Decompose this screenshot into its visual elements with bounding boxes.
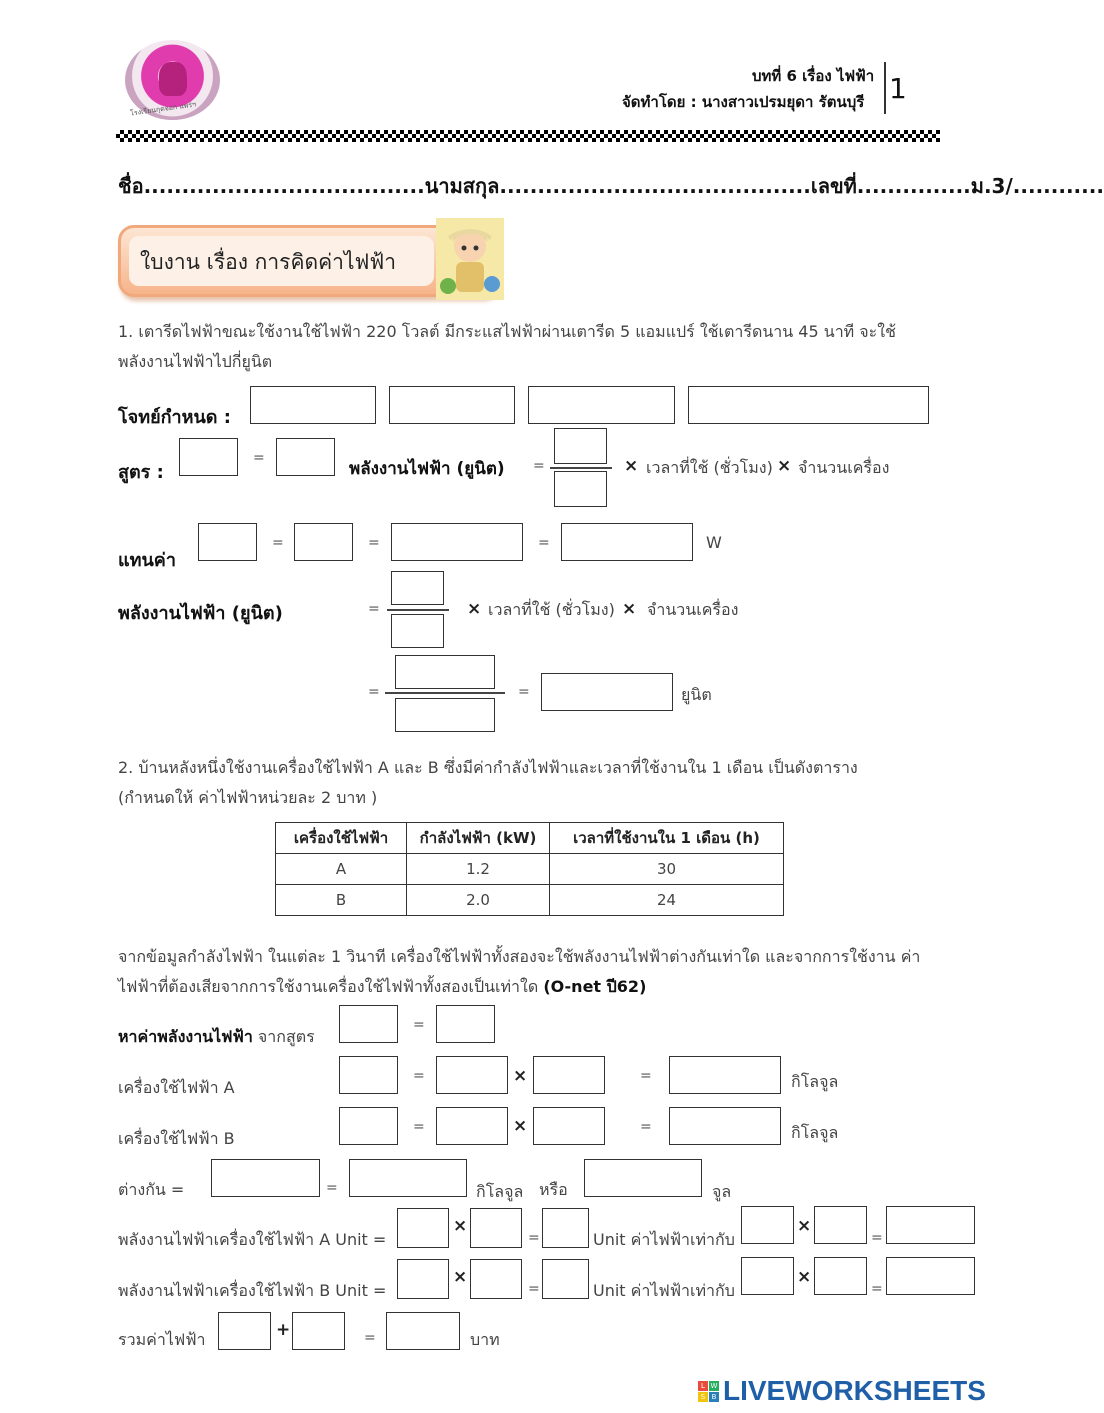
energy-b-box-2[interactable] xyxy=(470,1259,522,1299)
result-numerator-box[interactable] xyxy=(395,655,495,689)
times-sign: × xyxy=(513,1066,528,1086)
given-label: โจทย์กำหนด : xyxy=(118,407,231,428)
table-cell: 24 xyxy=(550,885,784,916)
difference-label: ต่างกัน = xyxy=(118,1180,185,1199)
girl-illustration xyxy=(436,218,504,300)
times-sign: × xyxy=(797,1267,812,1287)
equals-sign: = xyxy=(368,535,380,551)
author-line: จัดทำโดย : นางสาวเปรมยุดา รัตนบุรี xyxy=(622,93,865,111)
formula-box-2[interactable] xyxy=(276,438,335,476)
find-energy-label: หาค่าพลังงานไฟฟ้า จากสูตร xyxy=(118,1027,315,1046)
device-a-result-box[interactable] xyxy=(669,1056,781,1094)
equals-sign: = xyxy=(871,1230,883,1246)
table-header: เครื่องใช้ไฟฟ้า xyxy=(276,823,407,854)
device-b-box-2[interactable] xyxy=(436,1107,508,1145)
substitute-box-3[interactable] xyxy=(391,523,523,561)
table-cell: 30 xyxy=(550,854,784,885)
page-number: 1 xyxy=(889,72,907,105)
equals-sign: = xyxy=(368,684,380,700)
table-header: กำลังไฟฟ้า (kW) xyxy=(407,823,550,854)
energy-a-box-2[interactable] xyxy=(470,1208,522,1248)
energy-a-label: พลังงานไฟฟ้าเครื่องใช้ไฟฟ้า A Unit = xyxy=(118,1230,387,1249)
logo-caption: โรงเรียนกุดจอก แพร่ฯ xyxy=(129,100,197,118)
formula-denominator-box[interactable] xyxy=(554,471,607,507)
q2-text-line1: 2. บ้านหลังหนึ่งใช้งานเครื่องใช้ไฟฟ้า A และ B ซึ่งมีค่ากำลังไฟฟ้าและเวลาที่ใช้งานใน 1 เดือน เป็นดังตาราง xyxy=(118,758,858,777)
q2-text-line2: (กำหนดให้ ค่าไฟฟ้าหน่วยละ 2 บาท ) xyxy=(118,788,378,807)
given-box-1[interactable] xyxy=(250,386,376,424)
total-box-1[interactable] xyxy=(218,1312,271,1350)
time-label: เวลาที่ใช้ (ชั่วโมง) xyxy=(488,600,615,619)
equals-sign: = xyxy=(413,1119,425,1135)
substitute-box-4[interactable] xyxy=(561,523,693,561)
device-a-label: เครื่องใช้ไฟฟ้า A xyxy=(118,1078,235,1097)
difference-box-2[interactable] xyxy=(349,1159,467,1197)
formula-energy-label: พลังงานไฟฟ้า (ยูนิต) xyxy=(349,459,505,479)
chapter-title: บทที่ 6 เรื่อง ไฟฟ้า xyxy=(752,67,875,85)
find-box-2[interactable] xyxy=(436,1005,495,1043)
energy-label: พลังงานไฟฟ้า (ยูนิต) xyxy=(118,603,283,624)
count-label: จำนวนเครื่อง xyxy=(798,458,890,477)
unit-cost-label: Unit ค่าไฟฟ้าเท่ากับ xyxy=(593,1281,735,1300)
cost-a-result-box[interactable] xyxy=(886,1206,975,1244)
unit-cost-label: Unit ค่าไฟฟ้าเท่ากับ xyxy=(593,1230,735,1249)
times-sign: × xyxy=(467,599,482,619)
substitute-label: แทนค่า xyxy=(118,550,176,571)
energy-a-box-1[interactable] xyxy=(397,1208,449,1248)
joule-unit: จูล xyxy=(712,1182,732,1201)
table-cell: A xyxy=(276,854,407,885)
substitute-box-1[interactable] xyxy=(198,523,257,561)
device-b-label: เครื่องใช้ไฟฟ้า B xyxy=(118,1129,235,1148)
equals-sign: = xyxy=(364,1330,376,1346)
fraction-line xyxy=(385,692,505,694)
name-line: ชื่อ.....................................นามสกุล.........................................เลขที่...............ม.3/............ xyxy=(118,174,1104,198)
equals-sign: = xyxy=(413,1017,425,1033)
q2-desc-line1: จากข้อมูลกำลังไฟฟ้า ในแต่ละ 1 วินาที เครื่องใช้ไฟฟ้าทั้งสองจะใช้พลังงานไฟฟ้าต่างกันเท่าใด และจากการใช้งาน ค่า xyxy=(118,947,921,966)
energy-denominator-box[interactable] xyxy=(391,614,444,648)
device-b-box-3[interactable] xyxy=(533,1107,605,1145)
times-sign: × xyxy=(624,456,639,476)
difference-box-1[interactable] xyxy=(211,1159,320,1197)
table-row xyxy=(276,854,784,885)
formula-numerator-box[interactable] xyxy=(554,428,607,464)
equals-sign: = xyxy=(413,1068,425,1084)
energy-numerator-box[interactable] xyxy=(391,571,444,605)
q1-text-line2: พลังงานไฟฟ้าไปกี่ยูนิต xyxy=(118,352,273,371)
equals-sign: = xyxy=(871,1281,883,1297)
liveworksheets-badge-icon: L W S B xyxy=(698,1381,720,1403)
given-box-3[interactable] xyxy=(528,386,675,424)
unit-result: ยูนิต xyxy=(681,685,712,704)
total-result-box[interactable] xyxy=(386,1312,460,1350)
equals-sign: = xyxy=(518,684,530,700)
onet-tag: (O-net ปี62) xyxy=(543,977,647,996)
cost-b-result-box[interactable] xyxy=(886,1257,975,1295)
baht-unit: บาท xyxy=(470,1330,500,1349)
table-cell: B xyxy=(276,885,407,916)
energy-a-box-3[interactable] xyxy=(542,1208,589,1248)
table-cell: 1.2 xyxy=(407,854,550,885)
result-denominator-box[interactable] xyxy=(395,698,495,732)
times-sign: × xyxy=(622,599,637,619)
given-box-2[interactable] xyxy=(389,386,515,424)
equals-sign: = xyxy=(326,1180,338,1196)
substitute-box-2[interactable] xyxy=(294,523,353,561)
kilojoule-unit: กิโลจูล xyxy=(791,1123,839,1142)
table-header: เวลาที่ใช้งานใน 1 เดือน (h) xyxy=(550,823,784,854)
q1-text-line1: 1. เตารีดไฟฟ้าขณะใช้งานใช้ไฟฟ้า 220 โวลต์ มีกระแสไฟฟ้าผ่านเตารีด 5 แอมแปร์ ใช้เตารีดนาน 45 นาที จะใช้ xyxy=(118,322,896,341)
times-sign: × xyxy=(777,456,792,476)
total-box-2[interactable] xyxy=(292,1312,345,1350)
equals-sign: = xyxy=(528,1230,540,1246)
find-box-1[interactable] xyxy=(339,1005,398,1043)
plus-sign: + xyxy=(276,1320,291,1340)
formula-label: สูตร : xyxy=(118,462,164,483)
formula-box-1[interactable] xyxy=(179,438,238,476)
energy-b-box-1[interactable] xyxy=(397,1259,449,1299)
table-cell: 2.0 xyxy=(407,885,550,916)
times-sign: × xyxy=(513,1116,528,1136)
count-label: จำนวนเครื่อง xyxy=(647,600,739,619)
q2-desc-line2: ไฟฟ้าที่ต้องเสียจากการใช้งานเครื่องใช้ไฟฟ้าทั้งสองเป็นเท่าใด (O-net ปี62) xyxy=(118,977,647,996)
device-b-box-1[interactable] xyxy=(339,1107,398,1145)
energy-b-box-3[interactable] xyxy=(542,1259,589,1299)
unit-watt: W xyxy=(706,533,722,552)
times-sign: × xyxy=(453,1267,468,1287)
table-header-row xyxy=(276,823,784,854)
device-a-box-3[interactable] xyxy=(533,1056,605,1094)
equals-sign: = xyxy=(533,458,545,474)
appliance-table xyxy=(275,822,784,916)
energy-b-label: พลังงานไฟฟ้าเครื่องใช้ไฟฟ้า B Unit = xyxy=(118,1281,387,1300)
cost-a-box-2[interactable] xyxy=(814,1206,867,1244)
kilojoule-unit: กิโลจูล xyxy=(476,1182,524,1201)
equals-sign: = xyxy=(368,601,380,617)
difference-joule-box[interactable] xyxy=(584,1159,702,1197)
equals-sign: = xyxy=(640,1119,652,1135)
kilojoule-unit: กิโลจูล xyxy=(791,1072,839,1091)
time-label: เวลาที่ใช้ (ชั่วโมง) xyxy=(646,458,773,477)
cost-b-box-2[interactable] xyxy=(814,1257,867,1295)
fraction-line xyxy=(387,609,449,611)
cost-b-box-1[interactable] xyxy=(741,1257,794,1295)
result-box[interactable] xyxy=(541,673,673,711)
device-a-box-2[interactable] xyxy=(436,1056,508,1094)
banner-title: ใบงาน เรื่อง การคิดค่าไฟฟ้า xyxy=(140,250,397,274)
table-row xyxy=(276,885,784,916)
equals-sign: = xyxy=(272,535,284,551)
given-box-4[interactable] xyxy=(688,386,929,424)
checkered-divider xyxy=(116,130,940,142)
device-a-box-1[interactable] xyxy=(339,1056,398,1094)
cost-a-box-1[interactable] xyxy=(741,1206,794,1244)
equals-sign: = xyxy=(253,450,265,466)
header-divider xyxy=(884,62,886,114)
times-sign: × xyxy=(797,1216,812,1236)
equals-sign: = xyxy=(640,1068,652,1084)
liveworksheets-text: LIVEWORKSHEETS xyxy=(723,1375,986,1406)
equals-sign: = xyxy=(528,1281,540,1297)
equals-sign: = xyxy=(538,535,550,551)
device-b-result-box[interactable] xyxy=(669,1107,781,1145)
times-sign: × xyxy=(453,1216,468,1236)
or-label: หรือ xyxy=(539,1180,568,1199)
fraction-line xyxy=(550,467,612,469)
total-label: รวมค่าไฟฟ้า xyxy=(118,1330,206,1349)
